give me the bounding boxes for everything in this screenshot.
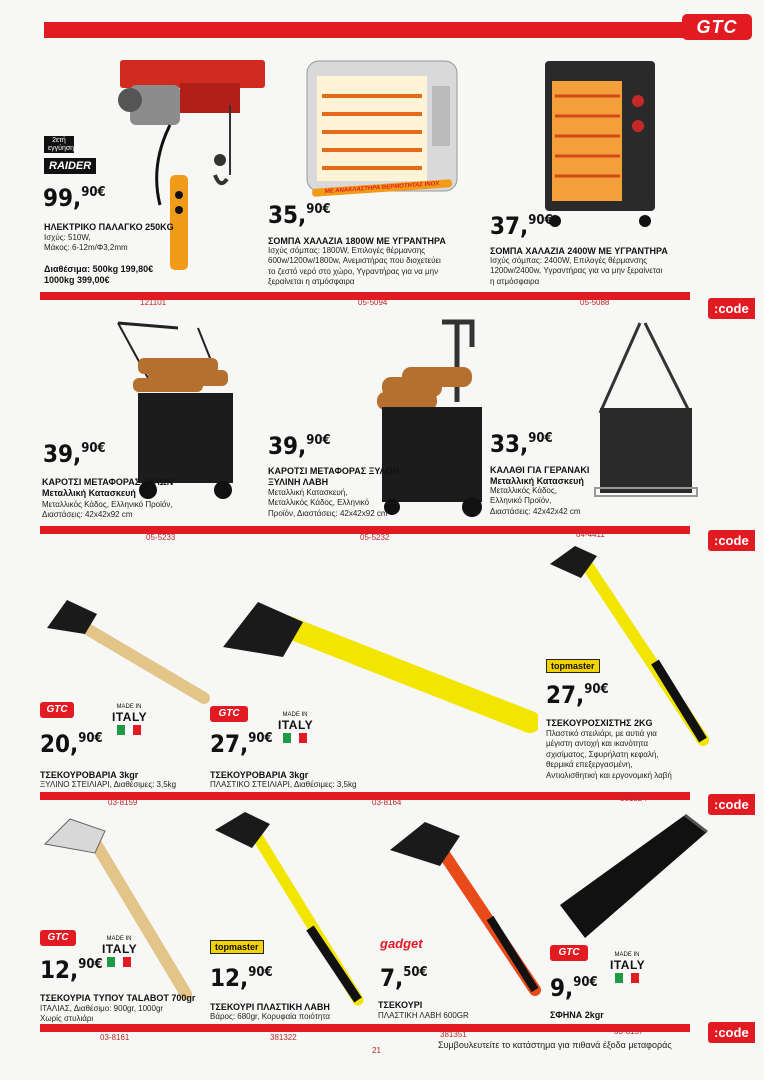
warranty-badge: 2ετή εγγύηση <box>44 136 74 153</box>
title-p10: ΤΣΕΚΟΥΡΙΑ ΤΥΠΟΥ TALABOT 700gr <box>40 993 196 1003</box>
topmaster-logo-p9: topmaster <box>546 659 600 673</box>
section-divider-4 <box>40 1024 690 1032</box>
raider-brand-logo: RAIDER <box>44 158 96 174</box>
title-p3: ΣΟΜΠΑ ΧΑΛΑΖΙΑ 2400W ΜΕ ΥΓΡΑΝΤΗΡΑ <box>490 246 668 256</box>
price-p7: 20,$^{90€}$ <box>40 730 103 758</box>
price-p2: 35,$^{90€}$ <box>268 201 331 229</box>
log-cart-image <box>108 318 248 503</box>
price-p9: 27,$^{90€}$ <box>546 681 609 709</box>
made-in-italy-p13: MADE IN ITALY <box>610 952 644 983</box>
desc-p11: Βάρος: 680gr, Κορυφαία ποιότητα <box>210 1012 331 1021</box>
code-tab-3: :code <box>708 794 755 815</box>
gadget-brand-logo: gadget <box>380 936 423 951</box>
gtc-logo-p13: GTC <box>550 945 588 961</box>
reflector-ribbon: ΜΕ ΑΝΑΚΛΑΣΤΗΡΑ ΘΕΡΜΟΤΗΤΑΣ INOX <box>312 179 452 197</box>
sku-p10: 03-8161 <box>100 1033 130 1042</box>
price-p4: 39,$^{90€}$ <box>43 440 106 468</box>
price-p8: 27,$^{90€}$ <box>210 730 273 758</box>
code-tab-4: :code <box>708 1022 755 1043</box>
sku-p6: 04-4411 <box>576 530 605 539</box>
gtc-logo-p10: GTC <box>40 930 76 946</box>
desc-p6: Μεταλλικός Κάδος, Ελληνικό Προϊόν, Διαστάσεις: 42x42x42 cm <box>490 486 581 516</box>
quartz-heater-2400w-image <box>540 56 660 236</box>
desc-p10: ΙΤΑΛΙΑΣ, Διαθέσιμο: 900gr, 1000gr Χωρίς στυλιάρι <box>40 1004 164 1024</box>
gtc-logo-p7: GTC <box>40 702 74 718</box>
price-p3: 37,$^{90€}$ <box>490 212 553 240</box>
desc-p9: Πλαστικό στειλιάρι, με αυτιά για μέγιστη αντοχή και ικανότητα σχισίματος, Σφυρήλατη κεφαλή, θερμικά επεξεργασμένη, Αντιολισθητική και εργονομική λαβή <box>546 729 672 780</box>
top-red-bar <box>44 22 684 38</box>
desc-p7: ΞΥΛΙΝΟ ΣΤΕΙΛΙΑΡΙ, Διαθέσιμες: 3,5kg <box>40 780 177 789</box>
sku-p4: 05-5233 <box>146 533 176 542</box>
made-in-italy-p8: MADE IN ITALY <box>278 712 312 743</box>
sku-p5: 05-5232 <box>360 533 390 542</box>
desc-p4: Μεταλλικός Κάδος, Ελληνικό Προϊόν, Διαστάσεις: 42x42x92 cm <box>42 500 173 520</box>
sledge-axe-plastic-image <box>218 582 538 742</box>
topmaster-logo-p11: topmaster <box>210 940 264 954</box>
section-divider-3 <box>40 792 690 800</box>
made-in-italy-p7: MADE IN ITALY <box>112 704 146 735</box>
code-tab-2: :code <box>708 530 755 551</box>
price-p6: 33,$^{90€}$ <box>490 430 553 458</box>
extra-p1: Διαθέσιμα: 500kg 199,80€ 1000kg 399,00€ <box>44 264 154 286</box>
sku-p7: 03-8159 <box>108 798 138 807</box>
title-p7: ΤΣΕΚΟΥΡΟΒΑΡΙΑ 3kgr <box>40 770 139 780</box>
shipping-note: Συμβουλευτείτε το κατάστημα για πιθανά έξοδα μεταφοράς <box>438 1040 672 1050</box>
sku-p8: 03-8164 <box>372 798 402 807</box>
sku-p2: 05-5094 <box>358 298 388 307</box>
title-p8: ΤΣΕΚΟΥΡΟΒΑΡΙΑ 3kgr <box>210 770 309 780</box>
price-p11: 12,$^{90€}$ <box>210 964 273 992</box>
gtc-header-logo: GTC <box>682 14 752 40</box>
price-p13: 9,$^{90€}$ <box>550 974 598 1002</box>
sku-p11: 381322 <box>270 1033 297 1042</box>
desc-p2: Ισχύς σόμπας: 1800W, Επιλογές θέρμανσης 600w/1200w/1800w, Ανεμιστήρας που διοχετεύει το ζεστό νερό στο χώρο, Υγραντήρας για να μην ξεραίνεται η ατμόσφαιρα <box>268 246 441 287</box>
title-p12: ΤΣΕΚΟΥΡΙ <box>378 1000 423 1010</box>
gtc-logo-p8: GTC <box>210 706 248 722</box>
desc-p5: Μεταλλική Κατασκευή, Μεταλλικός Κάδος, Ελληνικό Προϊόν, Διαστάσεις: 42x42x92 cm <box>268 488 388 518</box>
sku-p1: 121101 <box>140 298 167 307</box>
desc-p1: Ισχύς: 510W, Μάκος: 6-12m/Φ3,2mm <box>44 233 128 253</box>
sku-p13: 03-8157 <box>614 1027 644 1036</box>
price-p10: 12,$^{90€}$ <box>40 956 103 984</box>
page-number: 21 <box>372 1046 381 1055</box>
title-p2: ΣΟΜΠΑ ΧΑΛΑΖΙΑ 1800W ΜΕ ΥΓΡΑΝΤΗΡΑ <box>268 236 446 246</box>
price-p1: 99,$^{90€}$ <box>43 184 106 212</box>
desc-p8: ΠΛΑΣΤΙΚΟ ΣΤΕΙΛΙΑΡΙ, Διαθέσιμες: 3,5kg <box>210 780 357 789</box>
sledge-axe-wooden-image <box>42 598 212 708</box>
desc-p3: Ισχύς σόμπας: 2400W, Επιλογές θέρμανσης 1200w/2400w, Υγραντήρας για να μην ξεραίνεται η ατμόσφαιρα <box>490 256 663 286</box>
title-p9: ΤΣΕΚΟΥΡΟΣΧΙΣΤΗΣ 2KG <box>546 718 653 728</box>
splitting-wedge-image <box>555 810 710 940</box>
price-p12: 7,$^{50€}$ <box>380 964 428 992</box>
sku-p12: 381351 <box>440 1030 467 1039</box>
made-in-italy-p10: MADE IN ITALY <box>102 936 136 967</box>
title-p4: ΚΑΡΟΤΣΙ ΜΕΤΑΦΟΡΑΣ ΞΥΛΩΝ Μεταλλική Κατασκευή <box>42 477 174 499</box>
code-tab-1: :code <box>708 298 755 319</box>
title-p13: ΣΦΗΝΑ 2kgr <box>550 1010 604 1020</box>
price-p5: 39,$^{90€}$ <box>268 432 331 460</box>
sku-p9: 381324 <box>620 794 647 803</box>
title-p5: ΚΑΡΟΤΣΙ ΜΕΤΑΦΟΡΑΣ ΞΥΛΩΝ ΞΥΛΙΝΗ ΛΑΒΗ <box>268 466 400 488</box>
sku-p3: 05-5088 <box>580 298 610 307</box>
desc-p12: ΠΛΑΣΤΙΚΗ ΛΑΒΗ 600GR <box>378 1011 469 1020</box>
title-p1: ΗΛΕΚΤΡΙΚΟ ΠΑΛΑΓΚΟ 250KG <box>44 222 174 232</box>
title-p11: ΤΣΕΚΟΥΡΙ ΠΛΑΣΤΙΚΗ ΛΑΒΗ <box>210 1002 330 1012</box>
title-p6: ΚΑΛΑΘΙ ΓΙΑ ΓΕΡΑΝΑΚΙ Μεταλλική Κατασκευή <box>490 465 590 487</box>
